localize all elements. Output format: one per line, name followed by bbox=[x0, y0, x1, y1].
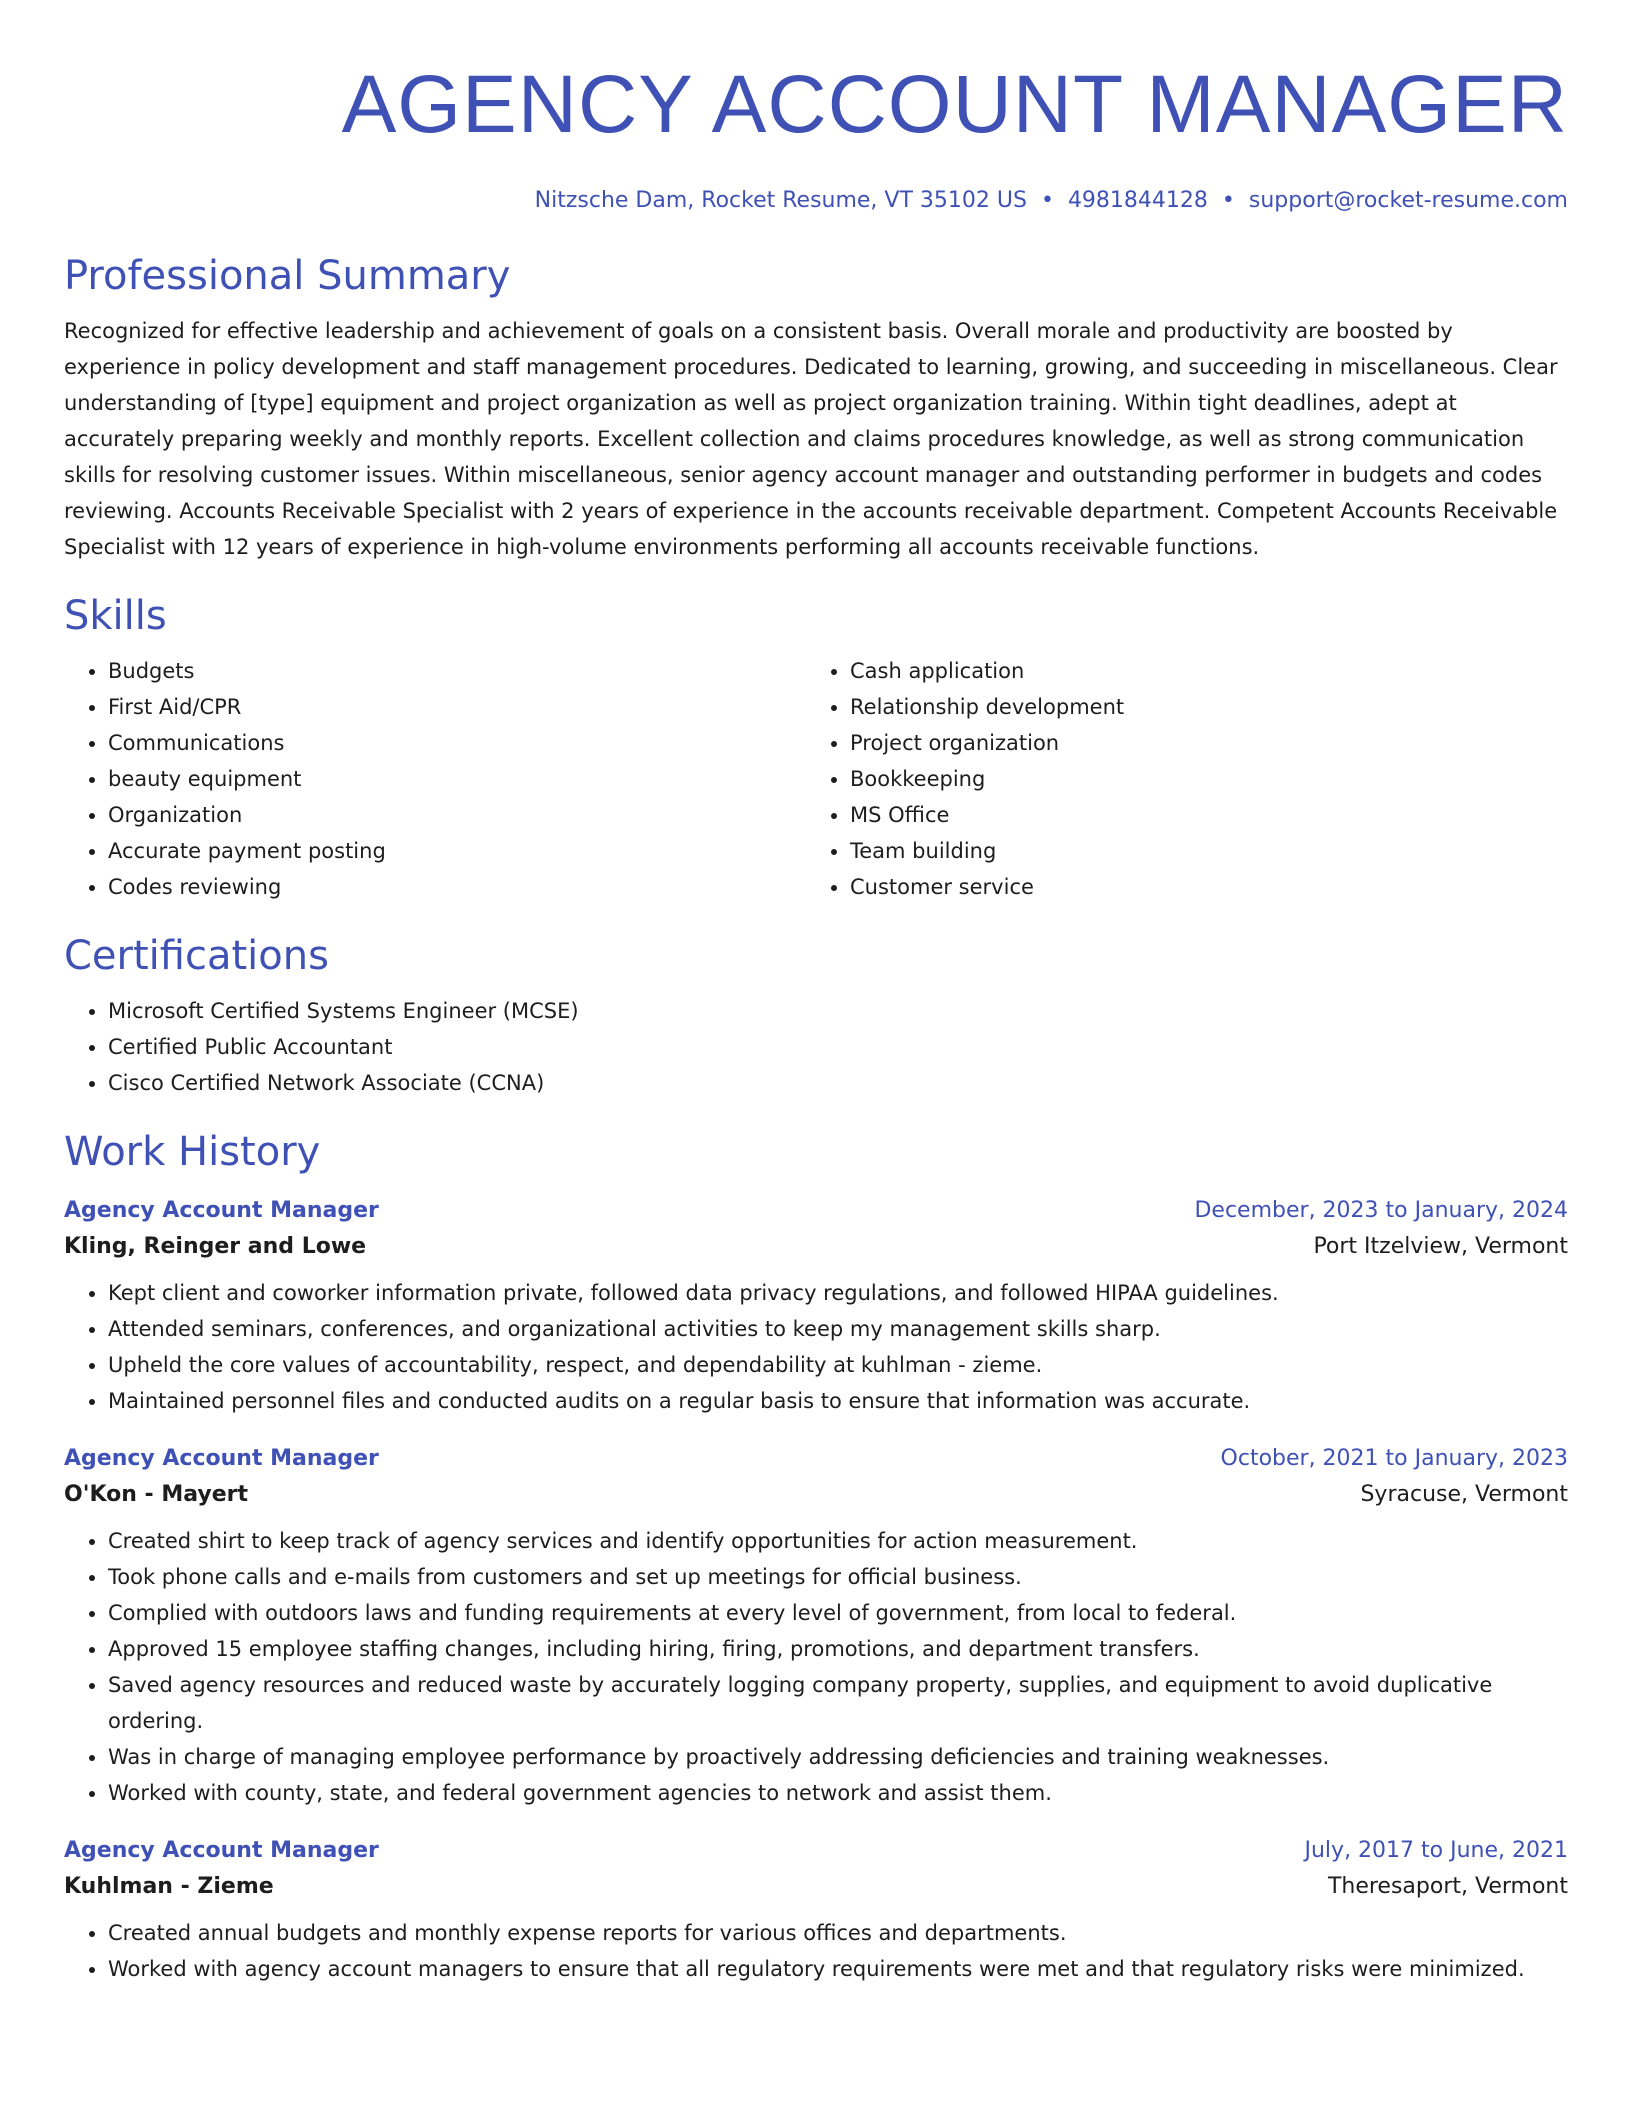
job-bullet: • Complied with outdoors laws and funding requirements at every level of government, from local to federal. bbox=[108, 1595, 1568, 1631]
job-bullets bbox=[64, 1915, 1568, 1987]
skills-list bbox=[64, 653, 1568, 905]
certifications-heading: Certifications bbox=[64, 933, 329, 979]
job-subheader bbox=[64, 1229, 1568, 1265]
resume-header bbox=[64, 57, 1568, 215]
job-bullet: • Took phone calls and e-mails from customers and set up meetings for official business. bbox=[108, 1559, 1568, 1595]
certification-item: • Cisco Certified Network Associate (CCNA) bbox=[108, 1065, 1568, 1101]
job-location: Syracuse, Vermont bbox=[1360, 1482, 1568, 1507]
job-company: Kuhlman - Zieme bbox=[64, 1874, 274, 1899]
job-bullet: • Upheld the core values of accountability, respect, and dependability at kuhlman - zieme. bbox=[108, 1347, 1568, 1383]
job-dates: July, 2017 to June, 2021 bbox=[1304, 1838, 1568, 1863]
job-dates: December, 2023 to January, 2024 bbox=[1194, 1198, 1568, 1223]
job-subheader bbox=[64, 1477, 1568, 1513]
skill-item: • Relationship development bbox=[850, 689, 1548, 725]
certification-item: • Certified Public Accountant bbox=[108, 1029, 1568, 1065]
job-location: Theresaport, Vermont bbox=[1327, 1874, 1568, 1899]
job-bullets bbox=[64, 1523, 1568, 1811]
job-title: Agency Account Manager bbox=[64, 1446, 379, 1471]
certification-item: • Microsoft Certified Systems Engineer (MCSE) bbox=[108, 993, 1568, 1029]
skill-item: • Customer service bbox=[850, 869, 1548, 905]
summary-text: Recognized for effective leadership and achievement of goals on a consistent basis. Overall morale and productivity are boosted by experience in policy development and staff management procedures. Dedicated to learning, growing, and succeeding in miscellaneous. Clear understanding of [type] equipment and project organization as well as project organization training. Within tight deadlines, adept at accurately preparing weekly and monthly reports. Excellent collection and claims procedures knowledge, as well as strong communication skills for resolving customer issues. Within miscellaneous, senior agency account manager and outstanding performer in budgets and codes reviewing. Accounts Receivable Specialist with 2 years of experience in the accounts receivable department. Competent Accounts Receivable Specialist with 12 years of experience in high-volume environments performing all accounts receivable functions. bbox=[64, 319, 1558, 559]
summary-heading: Professional Summary bbox=[64, 253, 511, 299]
job-bullet: • Maintained personnel files and conducted audits on a regular basis to ensure that information was accurate. bbox=[108, 1383, 1568, 1419]
job-bullet: • Created shirt to keep track of agency services and identify opportunities for action measurement. bbox=[108, 1523, 1568, 1559]
job-entry bbox=[64, 1441, 1568, 1811]
skill-item: • Project organization bbox=[850, 725, 1548, 761]
job-bullet: • Saved agency resources and reduced waste by accurately logging company property, supplies, and equipment to avoid duplicative ordering. bbox=[108, 1667, 1568, 1739]
job-header bbox=[64, 1441, 1568, 1477]
job-entry bbox=[64, 1833, 1568, 1987]
job-dates: October, 2021 to January, 2023 bbox=[1220, 1446, 1568, 1471]
job-subheader bbox=[64, 1869, 1568, 1905]
skill-item: • Organization bbox=[108, 797, 806, 833]
skill-item: • Communications bbox=[108, 725, 806, 761]
skill-item: • Accurate payment posting bbox=[108, 833, 806, 869]
skill-item: • Team building bbox=[850, 833, 1548, 869]
certifications-list bbox=[64, 993, 1568, 1101]
job-bullet: • Worked with county, state, and federal government agencies to network and assist them. bbox=[108, 1775, 1568, 1811]
skill-item: • MS Office bbox=[850, 797, 1548, 833]
job-title: Agency Account Manager bbox=[64, 1198, 379, 1223]
skills-column-right bbox=[806, 653, 1548, 905]
contact-address: Nitzsche Dam, Rocket Resume, VT 35102 US bbox=[534, 188, 1027, 213]
job-location: Port Itzelview, Vermont bbox=[1313, 1234, 1568, 1259]
job-title: Agency Account Manager bbox=[64, 1838, 379, 1863]
contact-separator: • bbox=[1040, 188, 1054, 213]
job-bullet: • Was in charge of managing employee performance by proactively addressing deficiencies and training weaknesses. bbox=[108, 1739, 1568, 1775]
skill-item: • Cash application bbox=[850, 653, 1548, 689]
contact-line bbox=[64, 187, 1568, 215]
job-bullet: • Worked with agency account managers to ensure that all regulatory requirements were met and that regulatory risks were minimized. bbox=[108, 1951, 1568, 1987]
job-bullet: • Created annual budgets and monthly expense reports for various offices and departments. bbox=[108, 1915, 1568, 1951]
job-bullet: • Approved 15 employee staffing changes, including hiring, firing, promotions, and department transfers. bbox=[108, 1631, 1568, 1667]
resume-page bbox=[64, 0, 1568, 2009]
job-bullets bbox=[64, 1275, 1568, 1419]
skill-item: • Bookkeeping bbox=[850, 761, 1548, 797]
contact-phone[interactable]: 4981844128 bbox=[1067, 188, 1208, 213]
contact-email[interactable]: support@rocket-resume.com bbox=[1248, 188, 1568, 213]
skill-item: • Codes reviewing bbox=[108, 869, 806, 905]
job-bullet: • Attended seminars, conferences, and organizational activities to keep my management skills sharp. bbox=[108, 1311, 1568, 1347]
work-history-heading: Work History bbox=[64, 1129, 321, 1175]
contact-separator: • bbox=[1221, 188, 1235, 213]
job-company: O'Kon - Mayert bbox=[64, 1482, 249, 1507]
job-header bbox=[64, 1193, 1568, 1229]
skills-column-left bbox=[64, 653, 806, 905]
skill-item: • Budgets bbox=[108, 653, 806, 689]
job-header bbox=[64, 1833, 1568, 1869]
candidate-name: AGENCY ACCOUNT MANAGER bbox=[341, 59, 1568, 150]
job-company: Kling, Reinger and Lowe bbox=[64, 1234, 367, 1259]
skill-item: • First Aid/CPR bbox=[108, 689, 806, 725]
job-entry bbox=[64, 1193, 1568, 1419]
job-bullet: • Kept client and coworker information private, followed data privacy regulations, and followed HIPAA guidelines. bbox=[108, 1275, 1568, 1311]
skill-item: • beauty equipment bbox=[108, 761, 806, 797]
skills-heading: Skills bbox=[64, 593, 167, 639]
